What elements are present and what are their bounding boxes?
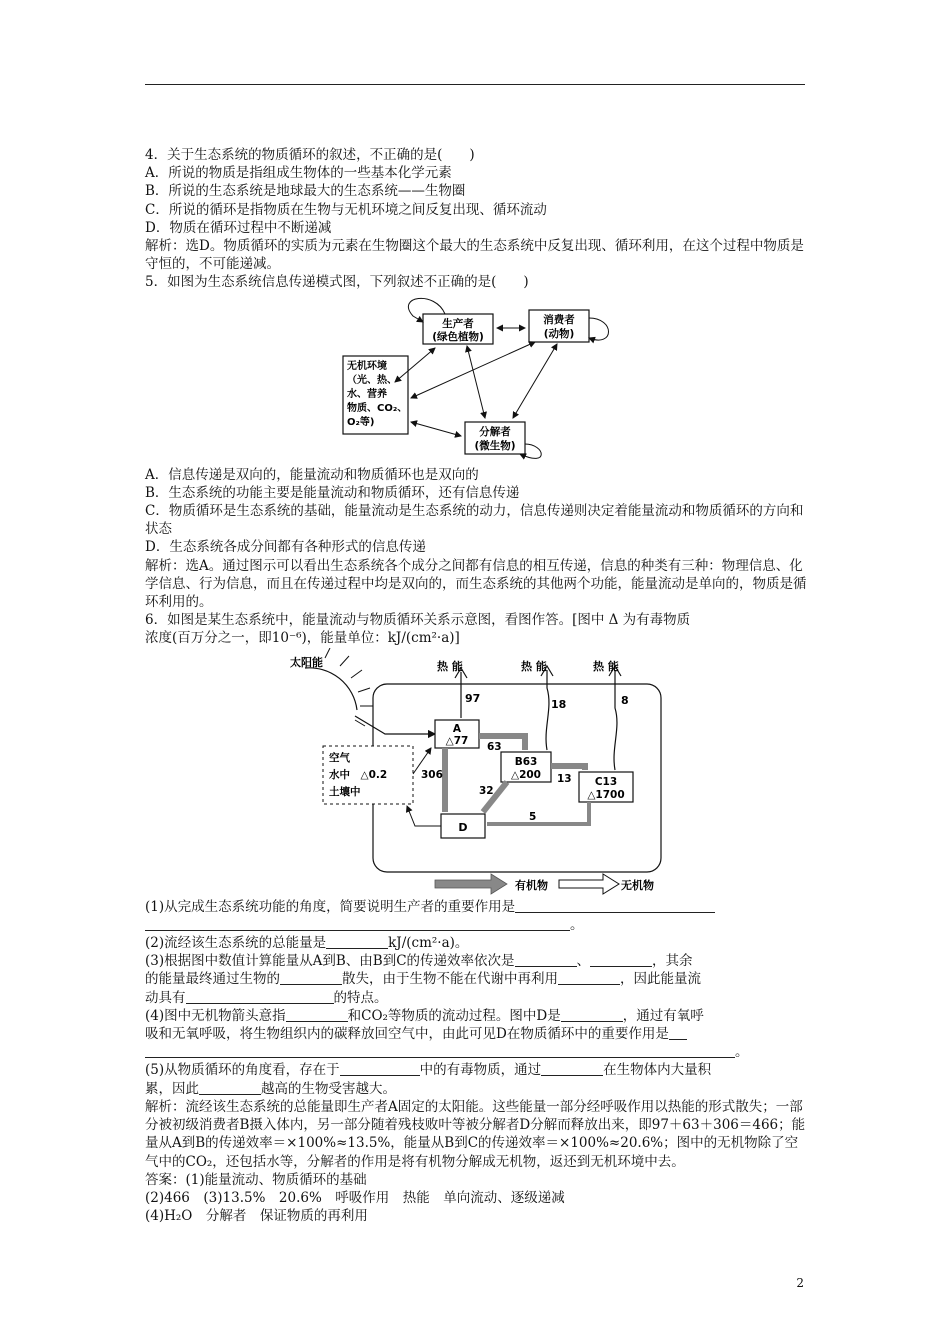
- q6-sub5-text-2: 中的有毒物质，通过: [419, 1062, 542, 1079]
- legend-inorganic-label: 无机物: [621, 878, 654, 892]
- q6-sub5-line-2: [145, 1080, 810, 1098]
- answer-blank[interactable]: [326, 934, 388, 949]
- q6-sub4-line-1: [145, 1007, 810, 1025]
- flow-b-c: 13: [557, 772, 572, 785]
- heat-label-1: 热 能: [437, 659, 463, 673]
- answer-blank[interactable]: [561, 1007, 623, 1022]
- abiotic-line-3: 水、营养: [347, 388, 387, 400]
- q6-analysis: 解析：流经该生态系统的总能量即生产者A固定的太阳能。这些能量一部分经呼吸作用以热能的形式散失；一部分被初级消费者B摄入体内，另一部分随着残枝败叶等被分解者D分解而释放出来，即97＋63＋306＝466；能量从A到B的传递效率＝×100%≈13.5%，能量从B到C的传递效率＝×100%≈20.6%；图中的无机物除了空气中的CO₂，还包括水等，分解者的作用是将有机物分解成无机物，返还到无机环境中去。: [145, 1098, 806, 1170]
- info-transfer-diagram: [145, 292, 810, 466]
- q6-stem-line-1: 6．如图是某生态系统中，能量流动与物质循环关系示意图，看图作答。[图中 Δ 为有毒物质: [145, 612, 691, 629]
- node-a-toxin: △77: [445, 734, 469, 747]
- env-line-3: 土壤中: [329, 785, 361, 798]
- flow-a-d: 306: [421, 768, 443, 781]
- answer-blank[interactable]: [280, 970, 342, 985]
- producer-label: 生产者: [442, 317, 474, 330]
- answer-blank[interactable]: [145, 916, 570, 931]
- q6-sub2: [145, 934, 810, 952]
- q6-sub4-text: (4)图中无机物箭头意指: [145, 1007, 286, 1024]
- q6-sub3-rest: ，其余: [652, 953, 693, 970]
- env-line-2: 水中 △0.2: [329, 768, 388, 781]
- answer-blank[interactable]: [669, 1025, 687, 1040]
- q6-sub5-text-4: 累，因此: [145, 1080, 199, 1097]
- q5-option-a: A．信息传递是双向的，能量流动和物质循环也是双向的: [145, 466, 479, 483]
- decomposer-label: 分解者: [479, 425, 511, 438]
- node-b-label: B63: [514, 755, 538, 768]
- q6-answer-2: (2)466 (3)13.5% 20.6% 呼吸作用 热能 单向流动、逐级递减: [145, 1189, 565, 1206]
- answer-blank[interactable]: [199, 1080, 261, 1095]
- q6-sub4-text-4: 吸和无氧呼吸，将生物组织内的碳释放回空气中，由此可见D在物质循环中的重要作用是: [145, 1026, 669, 1043]
- q5-option-c: C．物质循环是生态系统的基础，能量流动是生态系统的动力，信息传递则决定着能量流动和物质循环的方向和状态: [145, 503, 804, 538]
- q6-sub4-line-3: [145, 1043, 810, 1061]
- node-d-label: D: [458, 820, 468, 834]
- q5-option-d: D．生态系统各成分间都有各种形式的信息传递: [145, 539, 426, 556]
- answer-blank[interactable]: [186, 989, 334, 1004]
- heat-value-c: 8: [621, 693, 629, 707]
- q6-sub4-period: 。: [735, 1044, 749, 1061]
- answer-blank[interactable]: [515, 898, 715, 913]
- q6-sub3-line-2: [145, 970, 810, 988]
- energy-matter-svg: [145, 648, 810, 898]
- answer-blank[interactable]: [286, 1007, 348, 1022]
- energy-matter-diagram: [145, 648, 810, 898]
- consumer-sublabel: (动物): [543, 327, 575, 340]
- abiotic-line-5: O₂等): [347, 416, 375, 428]
- q6-sub3-text: (3)根据图中数值计算能量从A到B、由B到C的传递效率依次是: [145, 953, 515, 970]
- q6-sub5-text-3: 在生物体内大量积: [603, 1062, 712, 1079]
- legend-organic-arrow: [435, 874, 507, 894]
- page-content: [145, 146, 810, 1225]
- answer-blank[interactable]: [340, 1061, 420, 1076]
- q4-option-c: C．所说的循环是指物质在生物与无机环境之间反复出现、循环流动: [145, 201, 547, 218]
- q5-option-b: B．生态系统的功能主要是能量流动和物质循环，还有信息传递: [145, 484, 520, 501]
- q6-sub1-text: (1)从完成生态系统功能的角度，简要说明生产者的重要作用是: [145, 898, 516, 915]
- q6-sub3-text-6: 的特点。: [333, 989, 388, 1006]
- flow-c-d: 5: [529, 810, 537, 823]
- heat-value-b: 18: [551, 697, 567, 711]
- q6-sub3-line-1: [145, 952, 810, 970]
- consumer-label: 消费者: [543, 313, 575, 326]
- q6-sub1-period: 。: [570, 916, 584, 933]
- answer-blank[interactable]: [541, 1061, 603, 1076]
- q4-stem: 4．关于生态系统的物质循环的叙述，不正确的是( ): [145, 147, 475, 163]
- flow-b-d: 32: [479, 784, 494, 797]
- q6-sub4-text-3: ，通过有氧呼: [622, 1007, 704, 1024]
- q4-option-a: A．所说的物质是指组成生物体的一些基本化学元素: [145, 165, 452, 182]
- answer-blank[interactable]: [590, 952, 652, 967]
- answer-blank[interactable]: [145, 1043, 735, 1058]
- heat-label-3: 热 能: [593, 659, 619, 673]
- q4-analysis: 解析：选D。物质循环的实质为元素在生物圈这个最大的生态系统中反复出现、循环利用，在这个过程中物质是守恒的，不可能递减。: [145, 238, 804, 273]
- sun-label: 太阳能: [290, 655, 323, 669]
- decomposer-sublabel: (微生物): [474, 439, 516, 452]
- env-line-1: 空气: [329, 751, 350, 764]
- legend-inorganic-arrow: [559, 874, 619, 894]
- q6-sub3-text-2: 的能量最终通过生物的: [145, 971, 280, 988]
- node-c-toxin: △1700: [587, 788, 625, 801]
- q6-sub3-line-3: [145, 989, 810, 1007]
- flow-a-b: 63: [487, 740, 502, 753]
- q6-sub3-text-3: 散失，由于生物不能在代谢中再利用: [342, 971, 558, 988]
- q6-stem-line-2: 浓度(百万分之一，即10⁻⁶)，能量单位：kJ/(cm²·a)]: [145, 630, 460, 647]
- q4-option-d: D．物质在循环过程中不断递减: [145, 219, 332, 236]
- q6-answer-3: (4)H₂O 分解者 保证物质的再利用: [145, 1208, 368, 1225]
- q6-sub3-sep: 、: [576, 953, 591, 970]
- q6-sub4-line-2: [145, 1025, 810, 1043]
- legend-organic-label: 有机物: [515, 878, 548, 892]
- q5-analysis: 解析：选A。通过图示可以看出生态系统各个成分之间都有信息的相互传递，信息的种类有三种：物理信息、化学信息、行为信息，而且在传递过程中均是双向的，而生态系统的其他两个功能，能量流动是单向的，物质是循环利用的。: [145, 557, 807, 611]
- q6-sub2-unit: kJ/(cm²·a)。: [388, 935, 469, 952]
- page-number: 2: [796, 1276, 804, 1290]
- header-rule: [145, 84, 805, 85]
- node-b-toxin: △200: [511, 768, 541, 781]
- abiotic-line-2: （光、热、: [347, 374, 397, 386]
- answer-blank[interactable]: [515, 952, 577, 967]
- q6-sub4-text-2: 和CO₂等物质的流动过程。图中D是: [347, 1007, 561, 1024]
- q4-option-b: B．所说的生态系统是地球最大的生态系统——生物圈: [145, 183, 466, 200]
- info-transfer-svg: [145, 292, 810, 466]
- heat-value-a: 97: [465, 691, 481, 705]
- q6-sub3-text-4: ，因此能量流: [620, 971, 701, 988]
- q5-stem: 5．如图为生态系统信息传递模式图，下列叙述不正确的是( ): [145, 274, 529, 291]
- q6-sub3-text-5: 动具有: [145, 989, 186, 1006]
- heat-label-2: 热 能: [521, 659, 547, 673]
- node-c-label: C13: [594, 775, 618, 788]
- q6-sub5-text: (5)从物质循环的角度看，存在于: [145, 1062, 340, 1079]
- abiotic-line-4: 物质、CO₂、: [347, 402, 408, 414]
- producer-sublabel: (绿色植物): [432, 330, 484, 343]
- q6-sub2-text: (2)流经该生态系统的总能量是: [145, 935, 327, 952]
- q6-sub5-line-1: [145, 1061, 810, 1079]
- q6-answer-1: 答案：(1)能量流动、物质循环的基础: [145, 1171, 367, 1188]
- q6-sub1-end: [145, 916, 810, 934]
- abiotic-line-1: 无机环境: [347, 360, 387, 372]
- node-a-label: A: [452, 722, 462, 735]
- q6-sub5-text-5: 越高的生物受害越大。: [261, 1080, 396, 1097]
- answer-blank[interactable]: [558, 970, 620, 985]
- q6-sub1: [145, 898, 810, 916]
